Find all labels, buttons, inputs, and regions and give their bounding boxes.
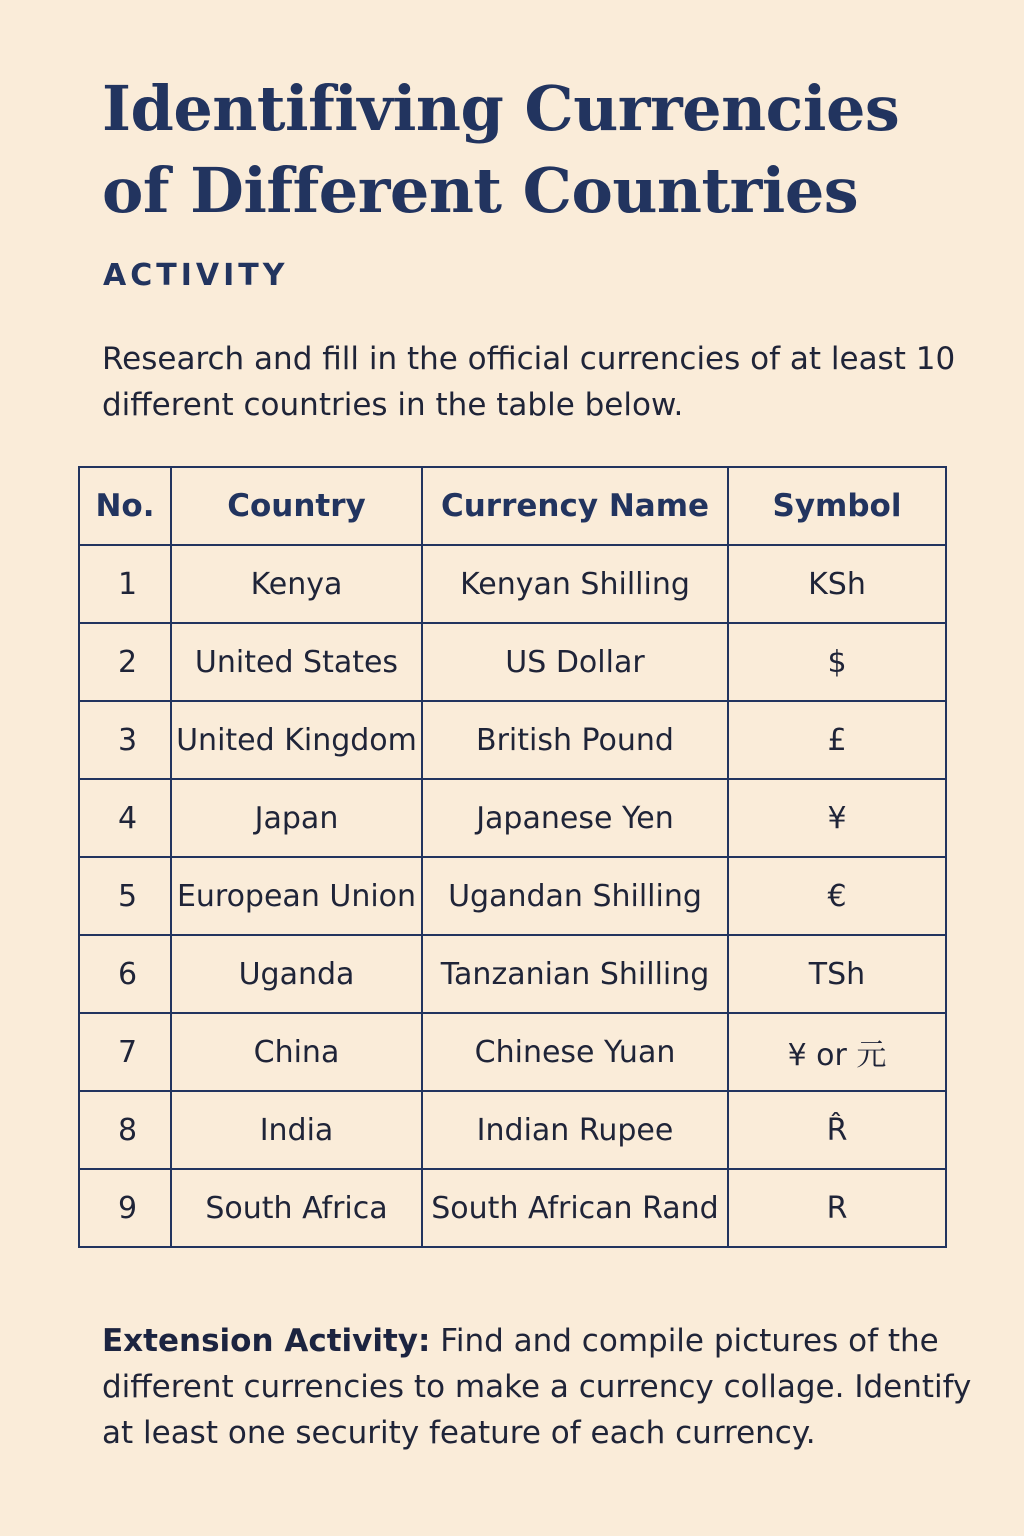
cell-no: 2 — [79, 623, 171, 701]
table-row — [79, 1091, 946, 1169]
table-row — [79, 857, 946, 935]
cell-country: South Africa — [171, 1169, 422, 1247]
section-label: ACTIVITY — [103, 258, 289, 293]
extension-activity — [102, 1318, 992, 1456]
table-row — [79, 1169, 946, 1247]
cell-country: Uganda — [171, 935, 422, 1013]
cell-country: European Union — [171, 857, 422, 935]
cell-no: 8 — [79, 1091, 171, 1169]
header-symbol: Symbol — [728, 467, 946, 545]
cell-currency-name: South African Rand — [422, 1169, 728, 1247]
cell-no: 5 — [79, 857, 171, 935]
page-title: Identifiving Currencies of Different Countries — [102, 72, 900, 227]
cell-symbol: KSh — [728, 545, 946, 623]
header-currency-name: Currency Name — [422, 467, 728, 545]
table-row — [79, 935, 946, 1013]
cell-symbol: ¥ — [728, 779, 946, 857]
cell-currency-name: Kenyan Shilling — [422, 545, 728, 623]
cell-symbol: $ — [728, 623, 946, 701]
cell-no: 6 — [79, 935, 171, 1013]
cell-currency-name: Indian Rupee — [422, 1091, 728, 1169]
table-row — [79, 545, 946, 623]
cell-country: Kenya — [171, 545, 422, 623]
cell-symbol: ¥ or 元 — [728, 1013, 946, 1091]
extension-label: Extension Activity: — [102, 1323, 431, 1359]
header-country: Country — [171, 467, 422, 545]
header-no: No. — [79, 467, 171, 545]
currency-table — [78, 466, 947, 1248]
cell-currency-name: British Pound — [422, 701, 728, 779]
cell-currency-name: US Dollar — [422, 623, 728, 701]
cell-country: United Kingdom — [171, 701, 422, 779]
cell-symbol: € — [728, 857, 946, 935]
cell-no: 9 — [79, 1169, 171, 1247]
cell-currency-name: Ugandan Shilling — [422, 857, 728, 935]
cell-no: 1 — [79, 545, 171, 623]
cell-currency-name: Tanzanian Shilling — [422, 935, 728, 1013]
cell-country: China — [171, 1013, 422, 1091]
cell-symbol: TSh — [728, 935, 946, 1013]
table-row — [79, 1013, 946, 1091]
table-row — [79, 701, 946, 779]
cell-symbol: £ — [728, 701, 946, 779]
cell-no: 7 — [79, 1013, 171, 1091]
cell-currency-name: Japanese Yen — [422, 779, 728, 857]
cell-currency-name: Chinese Yuan — [422, 1013, 728, 1091]
cell-no: 3 — [79, 701, 171, 779]
cell-no: 4 — [79, 779, 171, 857]
table-header-row — [79, 467, 946, 545]
cell-country: India — [171, 1091, 422, 1169]
cell-country: Japan — [171, 779, 422, 857]
cell-symbol: R — [728, 1169, 946, 1247]
table-row — [79, 779, 946, 857]
cell-country: United States — [171, 623, 422, 701]
extension-text: Find and compile pictures of the different currencies to make a currency collage. Identify at least one security feature of each currency. — [102, 1323, 972, 1451]
intro-text: Research and fill in the official currencies of at least 10 different countries in the table below. — [102, 341, 956, 423]
cell-symbol: R̂ — [728, 1091, 946, 1169]
table-row — [79, 623, 946, 701]
